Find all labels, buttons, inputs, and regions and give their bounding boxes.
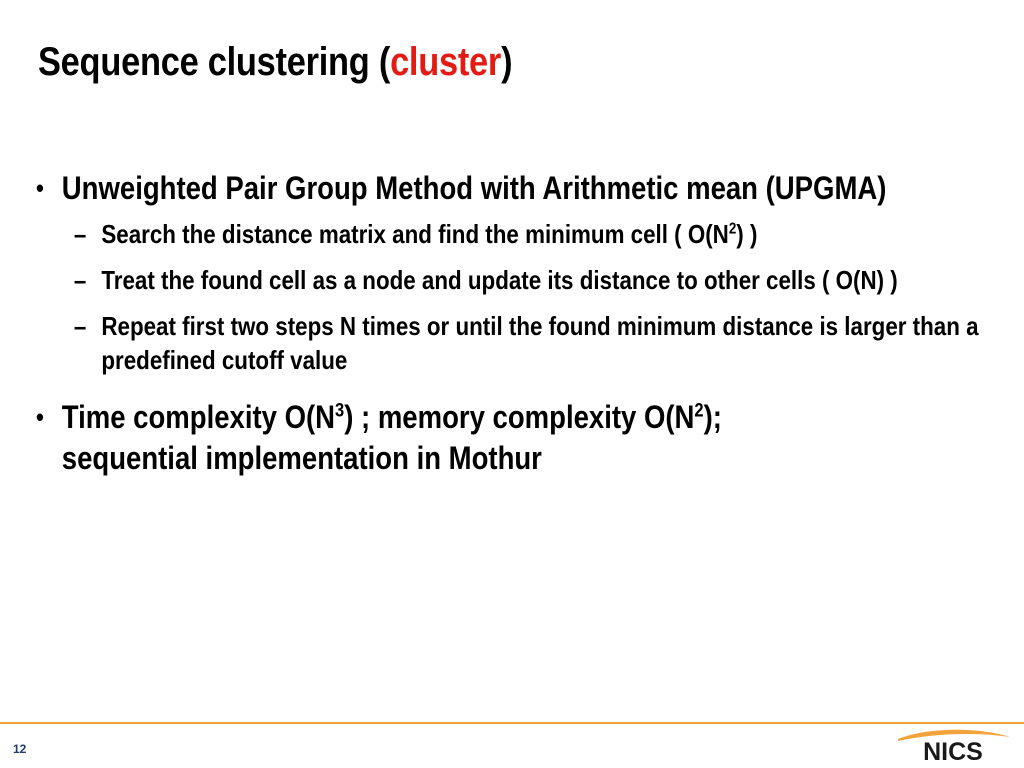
bullet-text: Unweighted Pair Group Method with Arithmetic mean (UPGMA) [61, 170, 887, 206]
dash-marker: – [73, 219, 87, 249]
nics-logo [892, 729, 1014, 767]
title-prefix: Sequence clustering ( [38, 40, 391, 84]
superscript: 2 [728, 220, 737, 238]
bullet-marker: • [36, 173, 44, 203]
dash-marker: – [73, 311, 87, 341]
footer-divider [0, 722, 1024, 724]
logo-text: NICS [923, 738, 983, 766]
bullet-marker: • [36, 402, 44, 432]
slide-title [38, 36, 512, 88]
superscript: 2 [694, 400, 704, 422]
title-highlight: cluster [390, 40, 502, 84]
bullet-complexity [36, 397, 922, 479]
dash-marker: – [73, 265, 87, 295]
sub-bullet-list [36, 217, 979, 377]
page-number: 12 [13, 742, 27, 756]
sub-bullet-repeat [36, 309, 979, 377]
sub-bullet-search [36, 217, 979, 251]
sub-bullet-text: Search the distance matrix and find the minimum cell ( $O(N^2)$ ) [101, 219, 758, 249]
sub-bullet-treat [36, 263, 979, 297]
sub-bullet-text: Repeat first two steps N times or until the found minimum distance is larger than a predefined cutoff value [101, 311, 979, 375]
superscript: 3 [335, 400, 345, 422]
bullet-upgma [36, 168, 922, 209]
bullet-text: Time complexity $O(N^3)$ ; memory complexity $O(N^2)$; sequential implementation in Mothur [61, 399, 722, 476]
slide-content [36, 168, 979, 479]
sub-bullet-text: Treat the found cell as a node and update its distance to other cells ( O(N) ) [101, 265, 898, 295]
title-suffix: ) [501, 40, 513, 84]
